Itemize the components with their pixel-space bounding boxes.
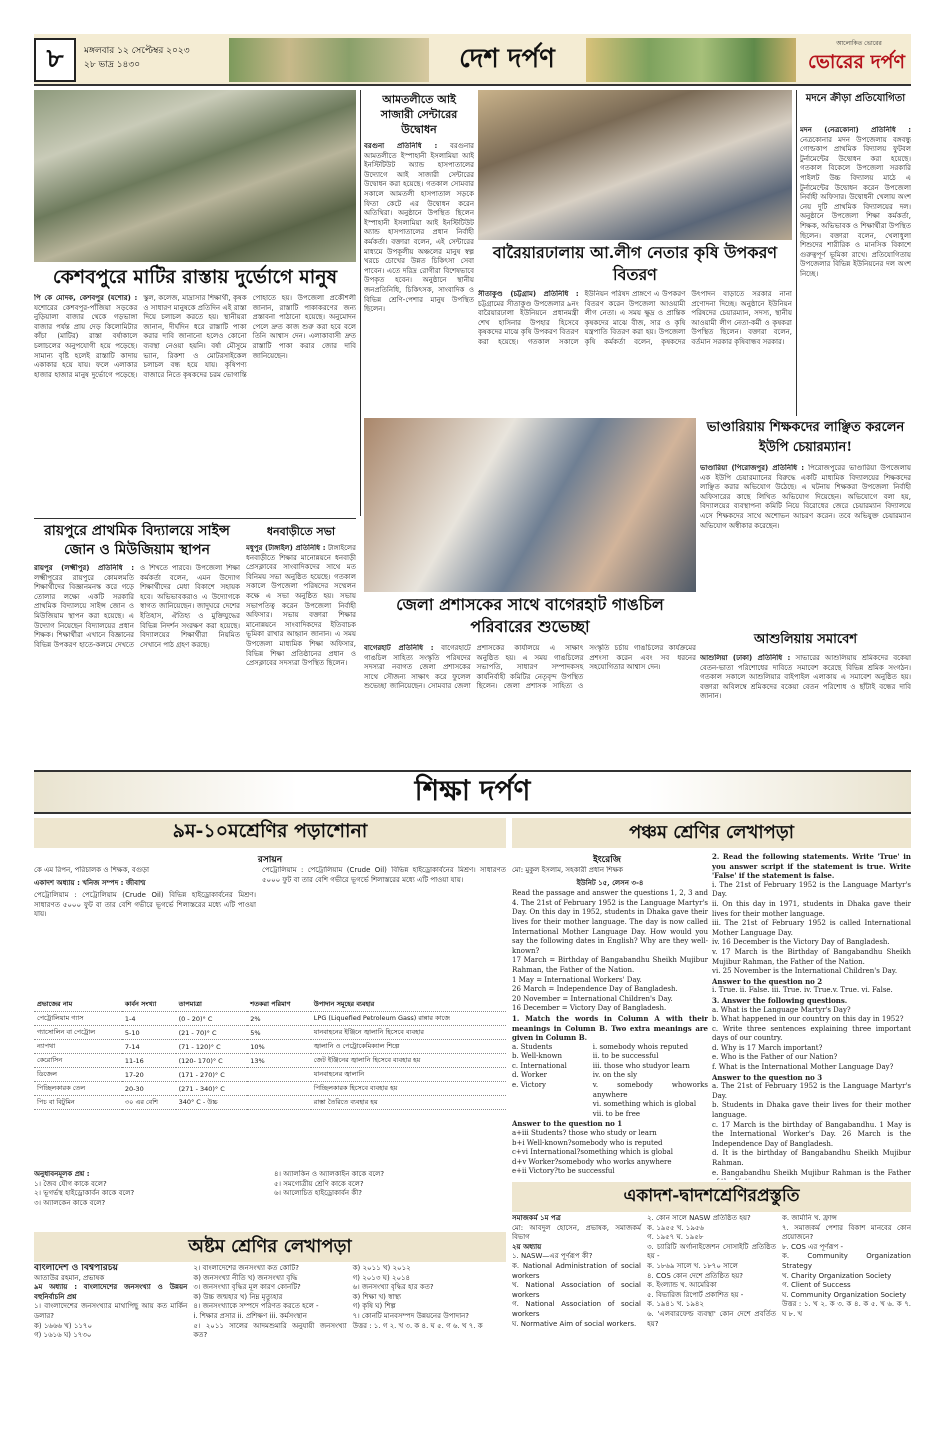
class8-chapter: ৯ম অধ্যায় : বাংলাদেশের জনসংখ্যা ও উন্নয়ন বহুনির্বাচনি প্রশ্ন [34, 1283, 188, 1301]
list-item: 17 March = Birthday of Bangabandhu Sheikh Mujibur Rahman, the Father of the Nation. [512, 956, 708, 974]
article-dhanbari [246, 544, 356, 766]
list-item: ৫। ২০১১ সালের আদমশুমারি অনুযায়ী জনসংখ্যা কত? [193, 1321, 347, 1340]
class11-content [512, 1214, 911, 1418]
body-football: নেত্রকোনার মদন উপজেলায় বঙ্গবন্ধু গোল্ডকাপ প্রাথমিক বিদ্যালয় ফুটবল টুর্নামেন্টের উদ্বোধন করা হয়েছে। গতকাল বিকেলে উপজেলা সরকারি পাইলট উচ্চ বিদ্যালয় মাঠে এ টুর্নামেন্টের উদ্বোধন করেন উপজেলা নির্বাহী অফিসার। উদ্বোধনী খেলায় অংশ নেয় দুটি প্রাথমিক বিদ্যালয়ের দল। অনুষ্ঠানে উপজেলা শিক্ষা কর্মকর্তা, শিক্ষক, অভিভাবক ও শিক্ষার্থীরা উপস্থিত ছিলেন। বক্তারা বলেন, খেলাধুলা শিশুদের শারীরিক ও মানসিক বিকাশে গুরুত্বপূর্ণ ভূমিকা রাখে। প্রতিযোগিতায় উপজেলার বিভিন্ন ইউনিয়নের দল অংশ নিচ্ছে। [800, 135, 911, 278]
headline-keshabpur: কেশবপুরে মাটির রাস্তায় দুর্ভোগে মানুষ [52, 266, 338, 288]
body-bhandaria: পিরোজপুরের ভাণ্ডারিয়া উপজেলায় এক ইউপি চেয়ারম্যানের বিরুদ্ধে একটি মাধ্যমিক বিদ্যালয়ের শিক্ষকদের লাঞ্ছিত করার অভিযোগ উঠেছে। এ ঘটনায় শিক্ষকরা উপজেলা নির্বাহী অফিসারের কাছে লিখিত অভিযোগ দিয়েছেন। অভিযোগে বলা হয়, বিদ্যালয়ের ব্যবস্থাপনা কমিটি নিয়ে বিরোধের জেরে চেয়ারম্যান বিদ্যালয়ে এসে শিক্ষকদের সাথে অশোভন আচরণ করেন। তবে অভিযুক্ত চেয়ারম্যান অভিযোগ অস্বীকার করেছেন। [700, 464, 911, 530]
answer-item: d. It is the birthday of Bangabandhu Sheikh Mujibur Rahman. [712, 1149, 911, 1167]
body-raipur: লক্ষ্মীপুরের রায়পুরে কোমলমতি শিক্ষার্থীদের বিজ্ঞানমনস্ক করে গড়ে তোলার লক্ষ্যে একটি সরকারি প্রাথমিক বিদ্যালয়ে সাইন্স জোন ও মিউজিয়াম স্থাপন করা হয়েছে। এ উদ্যোগ নিয়েছেন বিদ্যালয়ের প্রধান শিক্ষক। শিক্ষার্থীরা এখানে বিজ্ঞানের বিভিন্ন উপকরণ হাতে-কলমে দেখতে ও শিখতে পারবে। উপজেলা শিক্ষা কর্মকর্তা বলেন, এমন উদ্যোগ শিক্ষার্থীদের মেধা বিকাশে সহায়ক হবে। অভিভাবকরাও এ উদ্যোগকে স্বাগত জানিয়েছেন। জাদুঘরে দেশের ইতিহাস, ঐতিহ্য ও মুক্তিযুদ্ধের বিভিন্ন নিদর্শন সংরক্ষণ করা হয়েছে। বিদ্যালয়ের শিক্ষার্থীরা নিয়মিত সেখানে পাঠ গ্রহণ করছে। [34, 564, 240, 649]
table-cell: 17-20 [122, 1068, 176, 1082]
list-item: ৮. COS এর পূর্ণরূপ - [782, 1242, 844, 1251]
list-item: ৭। কোনটি মানবসম্পদ উন্নয়নের উপাদান? [352, 1311, 470, 1320]
petroleum-table [34, 998, 506, 1168]
class8-content [34, 1264, 506, 1418]
list-item: ২। বাংলাদেশের জনসংখ্যা কত কোটি? [193, 1264, 299, 1272]
list-item: v. 17 March is the Birthday of Bangabandhu Sheikh Mujibur Rahman, the Father of the Nation. [712, 947, 911, 966]
headline-awami: বারৈয়ারঢালায় আ.লীগ নেতার কৃষি উপকরণ বিতরণ [492, 243, 778, 284]
table-cell: গ্যাসোলিন বা পেট্রোল [34, 1026, 122, 1040]
column-a-item: e. Victory [512, 1081, 547, 1090]
class5-right [712, 852, 911, 1180]
class5-q1: 1. Match the words in Column A with their meanings in Column B. Two extra meanings are given in Column B. [512, 1013, 708, 1043]
list-item: ৪। জনসংখ্যাকে সম্পদে পরিণত করতে হলে - [193, 1302, 319, 1311]
table-cell: LPG (Liquefied Petroleum Gass) রান্নার কাজে [311, 1012, 506, 1026]
th-percent: শতকরা পরিমাণ [247, 998, 311, 1012]
article-bhandaria [700, 464, 911, 626]
table-cell: যানবাহনের ইঞ্জিনে জ্বালানি হিসেবে ব্যবহার [311, 1026, 506, 1040]
class5-q2-ans: i. True. ii. False. iii. True. iv. True.v. True. vi. False. [712, 986, 893, 995]
table-cell: (21 - 70)° C [176, 1026, 248, 1040]
article-football [800, 126, 911, 416]
column-b-item: iii. those who studyor learn [592, 1061, 690, 1070]
class9-questions [34, 1170, 506, 1230]
list-item: গ) কৃষি ঘ) শিল্প [352, 1302, 396, 1311]
table-row [34, 1040, 506, 1054]
byline-bhandaria: ভাণ্ডারিয়া (পিরোজপুর) প্রতিনিধি : [700, 464, 805, 472]
list-item: ক. ইংল্যান্ড খ. আমেরিকা [647, 1281, 717, 1290]
column-divider-right [796, 90, 797, 416]
list-item: ৩। অ্যালকেন কাকে বলে? [34, 1198, 106, 1207]
class5-author: মো: মুকুল ইসলাম, সহকারী প্রধান শিক্ষক [512, 866, 624, 874]
class5-title: পঞ্চম শ্রেণির লেখাপড়া [512, 818, 911, 848]
th-usage: উপাদান সমূহের ব্যবহার [311, 998, 506, 1012]
table-row [34, 1012, 506, 1026]
body-awami: চট্টগ্রামের সীতাকুণ্ড উপজেলার ৯নং বারৈয়ারঢালা ইউনিয়নে প্রধানমন্ত্রী শেখ হাসিনার উপহার হিসেবে কৃষকদের মাঝে কৃষি উপকরণ বিতরণ করা হয়েছে। গতকাল সকালে ইউনিয়ন পরিষদ প্রাঙ্গণে এ উপকরণ বিতরণ করেন উপজেলা আওয়ামী লীগ নেতা। এ সময় ক্ষুদ্র ও প্রান্তিক কৃষকদের মাঝে বীজ, সার ও কৃষি যন্ত্রপাতি বিতরণ করা হয়। উপজেলা কৃষি কর্মকর্তা বলেন, কৃষকদের উৎপাদন বাড়াতে সরকার নানা প্রণোদনা দিচ্ছে। অনুষ্ঠানে ইউনিয়ন পরিষদের চেয়ারম্যান, সদস্য, স্থানীয় আওয়ামী লীগ নেতা-কর্মী ও কৃষকরা উপস্থিত ছিলেন। বক্তারা বলেন, বর্তমান সরকার কৃষিবান্ধব সরকার। [478, 290, 792, 346]
answer-item: a. The 21st of February 1952 is the Language Martyr's Day. [712, 1082, 911, 1100]
brand-logo: ভোরের দর্পণ [808, 51, 905, 73]
table-cell: (271 - 340)° C [176, 1082, 248, 1096]
table-cell: পিচ্ছিলকারক তেল [34, 1082, 122, 1096]
list-item: vi. 25 November is the International Children's Day. [712, 967, 898, 976]
list-item: ক) ২০১১ খ) ২০১২ [352, 1264, 411, 1272]
column-a-item: c. International [512, 1061, 567, 1070]
headline-football: মদনে ক্রীড়া প্রতিযোগিতা [805, 93, 906, 104]
class5-left [512, 866, 708, 1180]
page-header [34, 34, 911, 86]
list-item: খ. National Association of social workers [512, 1281, 641, 1299]
table-cell [247, 1082, 311, 1096]
list-item: ২। ভূগর্ভস্থ হাইড্রোকার্বন কাকে বলে? [34, 1189, 135, 1198]
table-cell: ন্যাপথা [34, 1040, 122, 1054]
education-banner [34, 770, 911, 814]
body-keshabpur: যশোরের কেশবপুর-পাঁজিয়া সড়কের নুড়িয়ালা বাজার থেকে গড়ভাঙ্গা বাজার পর্যন্ত প্রায় দেড় কিলোমিটার কাঁচা (মাটির) রাস্তা বর্ষাকালে চলাচলের অনুপযোগী হয়ে পড়েছে। সামান্য বৃষ্টি হলেই রাস্তাটি কাদায় একাকার হয়ে যায়। ফলে এলাকার হাজার হাজার মানুষ দুর্ভোগে পড়েছে। স্কুল, কলেজ, মাদ্রাসার শিক্ষার্থী, কৃষক ও সাধারণ মানুষকে প্রতিদিন এই রাস্তা দিয়ে চলাচল করতে হয়। স্থানীয়রা জানান, দীর্ঘদিন ধরে রাস্তাটি পাকা করার দাবি জানানো হলেও কোনো ব্যবস্থা নেওয়া হয়নি। বর্ষা মৌসুমে ভ্যান, রিকশা ও মোটরসাইকেল চলাচল বন্ধ হয়ে যায়। কৃষিপণ্য বাজারে নিতে কৃষকদের চরম ভোগান্তি পোহাতে হয়। উপজেলা প্রকৌশলী জানান, রাস্তাটি পাকাকরণের জন্য প্রস্তাবনা পাঠানো হয়েছে। অনুমোদন পেলে দ্রুত কাজ শুরু করা হবে বলে তিনি আশ্বাস দেন। এলাকাবাসী দ্রুত রাস্তাটি পাকা করার জোর দাবি জানিয়েছেন। [34, 294, 356, 379]
body-ashulia: সাভারের আশুলিয়ায় শ্রমিকদের বকেয়া বেতন-ভাতা পরিশোধের দাবিতে সমাবেশ করেছে বিভিন্ন শ্রমিক সংগঠন। গতকাল সকালে আশুলিয়ার বাইপাইল এলাকায় এ সমাবেশ অনুষ্ঠিত হয়। বক্তারা অবিলম্বে শ্রমিকদের বকেয়া বেতন পরিশোধ ও ছাঁটাই বন্ধের দাবি জানান। [700, 654, 911, 701]
answer-item: a+iii Students? those who study or learn [512, 1129, 657, 1138]
list-item: ৪। অ্যালকিন ও অ্যালকাইন কাকে বলে? [274, 1170, 385, 1178]
table-cell: (0 - 20)° C [176, 1012, 248, 1026]
class9-intro-text: পেট্রোলিয়াম : পেট্রোলিয়াম (Crude Oil) বিভিন্ন হাইড্রোকার্বনের মিশ্রণ। সাধারণত ৫০০০ ফুট বা তার বেশি গভীরে ভূগর্ভে শিলাস্তরের মধ্যে এটি পাওয়া যায়। [34, 891, 256, 919]
class11-subject: সমাজকর্ম ১ম পত্র [512, 1214, 561, 1222]
table-cell: রাস্তা তৈরিতে ব্যবহার হয় [311, 1096, 506, 1110]
byline-dhanbari: মধুপুর (টাঙ্গাইল) প্রতিনিধি : [246, 544, 326, 552]
list-item: ৩. চ্যারিটি অর্গানাইজেশন সোসাইটি প্রতিষ্ঠিত হয় - [647, 1242, 776, 1261]
list-item: c. Write three sentences explaining three important days of our country. [712, 1024, 911, 1043]
byline-football: মদন (নেত্রকোনা) প্রতিনিধি : [800, 126, 911, 134]
class9-author: কে এম রিপন, পরিচালক ও শিক্ষক, বগুড়া [34, 866, 150, 874]
list-item: b. What happened in our country on this day in 1952? [712, 1015, 904, 1024]
table-cell: পিচ বা বিটুমিন [34, 1096, 122, 1110]
article-awami [478, 290, 792, 414]
column-b-item: v. somebody whoworks anywhere [592, 1081, 708, 1099]
list-item: উত্তর : ১. গ ২. খ ৩. ক ৪. ঘ ৫. গ ৬. খ ৭. ক [352, 1321, 483, 1330]
class8-title: অষ্টম শ্রেণির লেখাপড়া [34, 1232, 506, 1262]
article-bagerhat [364, 644, 696, 766]
class9-q-title: অনুধাবনমূলক প্রশ্ন : [34, 1170, 90, 1178]
table-cell: 5-10 [122, 1026, 176, 1040]
headline-raipur: রায়পুরে প্রাথমিক বিদ্যালয়ে সাইন্স জোন ও মিউজিয়াম স্থাপন [44, 523, 230, 558]
list-item: ক) শিক্ষা খ) স্বাস্থ্য [352, 1292, 402, 1301]
table-row [34, 1026, 506, 1040]
list-item: ক) ১৬৬৬ খ) ১১৭০ [34, 1321, 93, 1330]
table-row [34, 1068, 506, 1082]
answer-item: c+vi International?something which is global [512, 1148, 674, 1157]
list-item: ৪. COS কোন দেশে প্রতিষ্ঠিত হয়? [647, 1271, 743, 1280]
list-item: ৫। সমগোত্রীয় শ্রেণি কাকে বলে? [274, 1179, 364, 1188]
table-cell: ডিজেল [34, 1068, 122, 1082]
table-cell: জ্বালানি ও পেট্রোকেমিক্যাল শিল্পে [311, 1040, 506, 1054]
column-b-item: ii. to be successful [592, 1052, 659, 1061]
list-item: ১। বাংলাদেশের জনসংখ্যার মাথাপিছু আয় কত মার্কিন ডলার? [34, 1302, 188, 1320]
class5-subject: ইংরেজি [593, 855, 621, 865]
section-title: দেশ দর্পণ [459, 44, 555, 74]
page-number: ৮ [34, 38, 76, 82]
table-header-row [34, 998, 506, 1012]
column-a-item: b. Well-known [512, 1052, 563, 1061]
date-line-1: মঙ্গলবার ১২ সেপ্টেম্বর ২০২৩ [84, 46, 190, 56]
column-a-item: a. Students [512, 1042, 553, 1051]
class9-intro [34, 866, 256, 996]
headline-bhandaria: ভাণ্ডারিয়ায় শিক্ষকদের লাঞ্ছিত করলেন ইউপি চেয়ারম্যান! [706, 420, 905, 455]
table-cell: 20-30 [122, 1082, 176, 1096]
class5-q2-ans-title: Answer to the question no 2 [712, 976, 823, 986]
body-it-center: বরগুনার আমতলীতে ইস্পাহানী ইসলামিয়া আই ইনস্টিটিউট অ্যান্ড হাসপাতালের উদ্যোগে আই সাজারী সেন্টারের উদ্বোধন করা হয়েছে। গতকাল সোমবার সকালে আমতলী হাসপাতাল সড়কে ফিতা কেটে এর উদ্বোধন করেন অতিথিরা। অনুষ্ঠানে উপস্থিত ছিলেন ইস্পাহানী ইসলামিয়া আই ইনস্টিটিউট অ্যান্ড হাসপাতালের প্রধান নির্বাহী কর্মকর্তা। বক্তারা বলেন, এই সেন্টারের মাধ্যমে উপকূলীয় অঞ্চলের মানুষ স্বল্প খরচে চোখের উন্নত চিকিৎসা সেবা পাবেন। এতে দরিদ্র রোগীরা বিশেষভাবে উপকৃত হবেন। অনুষ্ঠানে স্থানীয় জনপ্রতিনিধি, চিকিৎসক, সাংবাদিক ও বিভিন্ন শ্রেণি-পেশার মানুষ উপস্থিত ছিলেন। [364, 142, 474, 314]
list-item: ক) উচ্চ জন্মহার খ) নিম্ন মৃত্যুহার [193, 1292, 283, 1301]
class9-chapter: একাদশ অধ্যায় : খনিজ সম্পদ : জীবাশ্ম [34, 878, 146, 887]
list-item: 20 November = International Children's Day. [512, 994, 673, 1003]
list-item: ৩। জনসংখ্যা বৃদ্ধির মূল কারণ কোনটি? [193, 1283, 301, 1292]
list-item: ৬. 'এলবারফেল্ড ব্যবস্থা' কোন দেশে প্রবর্তিত হয়? [647, 1309, 776, 1328]
article-ashulia [700, 654, 911, 766]
class5-q3: 3. Answer the following questions. [712, 995, 848, 1005]
date-line-2: ২৮ ভাদ্র ১৪৩০ [84, 60, 141, 70]
th-temp: তাপমাত্রা [176, 998, 248, 1012]
list-item: উত্তর : ১. খ ২. ক ৩. ক ৪. ক ৫. খ ৬. ক ৭. ঘ ৮. খ [782, 1300, 911, 1318]
list-item: ৭. সমাজকর্ম পেশার বিকাশ মানবের কোন প্রয়োজনে? [782, 1223, 911, 1242]
article-keshabpur [34, 294, 356, 516]
class8-subject: বাংলাদেশ ও বিশ্বপরিচয় [34, 1264, 118, 1273]
column-b-item: vi. something which is global [592, 1100, 697, 1109]
class5-unit: ইউনিট ১৫, লেসন ৩-৪ [576, 877, 644, 887]
table-cell: কেরোসিন [34, 1054, 122, 1068]
column-a-item: d. Worker [512, 1071, 547, 1080]
byline-bagerhat: বাগেরহাট প্রতিনিধি : [364, 644, 434, 652]
column-b-item: i. somebody whois reputed [592, 1042, 689, 1051]
brand-small: আলোকিত ভোরের [836, 40, 882, 47]
answer-item: c. 17 March is the birthday of Bangabandhu. 1 May is the International Worker's Day. 26 March is the Independence Day of Bangladesh. [712, 1120, 911, 1148]
byline-it-center: বরগুনা প্রতিনিধি : [364, 142, 438, 150]
list-item: ৫. বিভারিজ রিপোর্ট প্রকাশিত হয় - [647, 1290, 744, 1299]
list-item: a. What is the Language Martyr's Day? [712, 1005, 851, 1014]
th-carbon: কার্বন সংখ্যা [122, 998, 176, 1012]
list-item: 1 May = International Workers' Day. [512, 975, 642, 984]
list-item: গ) ২০১৩ ঘ) ২০১৪ [352, 1273, 411, 1282]
class5-answers-title: Answer to the question no 1 [512, 1119, 623, 1129]
list-item: ৬। জনসংখ্যা বৃদ্ধির হার কত? [352, 1283, 434, 1292]
byline-raipur: রায়পুর (লক্ষ্মীপুর) প্রতিনিধি : [34, 564, 134, 572]
class11-author: মো: আবদুল হোসেন, প্রভাষক, সমাজকর্ম বিভাগ [512, 1223, 641, 1242]
list-item: ক. National Administration of social workers [512, 1261, 641, 1280]
byline-ashulia: আশুলিয়া (ঢাকা) প্রতিনিধি : [700, 654, 791, 662]
list-item: ক. ১৯৫৫ খ. ১৯৫৬ [647, 1223, 704, 1232]
list-item: ঘ. Community Organization Society [782, 1290, 907, 1299]
table-cell: যানবাহনের জ্বালানি [311, 1068, 506, 1082]
article-raipur [34, 564, 240, 766]
list-item: ক) জনসংখ্যা নীতি খ) জনসংখ্যা বৃদ্ধি [193, 1273, 298, 1282]
table-cell: 340° C - উচ্চ [176, 1096, 248, 1110]
list-item: গ. Client of Success [782, 1281, 851, 1290]
byline-keshabpur: পি কে মোদক, কেশবপুর (যশোর) : [34, 294, 138, 302]
class8-author: আতাউর রহমান, প্রভাষক [34, 1273, 105, 1282]
headline-bagerhat: জেলা প্রশাসকের সাথে বাগেরহাট গাঙচিল পরিবারের শুভেচ্ছা [396, 595, 664, 636]
list-item: গ. ১৯৫৭ ঘ. ১৯৫৮ [647, 1233, 704, 1242]
body-bagerhat: বাগেরহাটে গাঙচিল সাহিত্য সংস্কৃতি পরিষদের সদস্যরা নবাগত জেলা প্রশাসকের সাথে সৌজন্য সাক্ষাৎ করে ফুলেল শুভেচ্ছা জানিয়েছেন। সোমবার জেলা প্রশাসকের কার্যালয়ে এ সাক্ষাৎ অনুষ্ঠিত হয়। এ সময় গাঙচিলের সভাপতি, সাধারণ সম্পাদকসহ কার্যনির্বাহী কমিটির নেতৃবৃন্দ উপস্থিত ছিলেন। জেলা প্রশাসক সাহিত্য ও সংস্কৃতি চর্চায় গাঙচিলের কার্যক্রমের প্রশংসা করেন এবং সব ধরনের সহযোগিতার আশ্বাস দেন। [364, 644, 696, 691]
table-cell: ৩০ এর বেশি [122, 1096, 176, 1110]
class5-passage: Read the passage and answer the questions 1, 2, 3 and 4. The 21st of February 1952 is the Language Martyr's Day. On this day in 1952, students in Dhaka gave their lives for their mother language. The day is now called International Mother Language Day. How would you say the following dates in English? Why are they well-known? [512, 889, 708, 955]
list-item: e. Who is the Father of our Nation? [712, 1053, 838, 1062]
headline-ashulia: আশুলিয়ায় সমাবেশ [753, 632, 858, 647]
education-banner-title: শিক্ষা দর্পণ [414, 773, 531, 807]
column-b-item: vii. to be free [592, 1109, 641, 1118]
list-item: d. Why is 17 March important? [712, 1043, 823, 1052]
list-item: ১। জৈব যৌগ কাকে বলে? [34, 1179, 107, 1188]
divider [34, 518, 356, 519]
table-row [34, 1054, 506, 1068]
headline-it-center: আমতলীতে আই সাজারী সেন্টারের উদ্বোধন [380, 93, 458, 136]
photo-mud-road [34, 90, 356, 262]
list-item: গ) ১৬১৬ ঘ) ১৭৩০ [34, 1331, 92, 1340]
class11-title: একাদশ-দ্বাদশশ্রেণিরপ্রস্তুতি [512, 1182, 911, 1212]
headline-dhanbari: ধনবাড়ীতে সভা [266, 525, 336, 538]
list-item: 26 March = Independence Day of Bangladesh. [512, 985, 678, 994]
list-item: iii. The 21st of February 1952 is called International Mother Language Day. [712, 919, 911, 937]
table-cell: 2% [247, 1012, 311, 1026]
class5-q2: 2. Read the following statements. Write 'True' in you answer script if the statement is true. Write 'False' if the statement is false. [712, 852, 911, 881]
list-item: ii. On this day in 1971, students in Dhaka gave their lives for their mother language. [712, 899, 911, 918]
list-item: ক. জার্মানি খ. ফ্রান্স [782, 1214, 837, 1222]
header-image-right [586, 38, 796, 82]
column-b-item: iv. on the sly [592, 1071, 638, 1080]
table-cell: পেট্রোলিয়াম গ্যাস [34, 1012, 122, 1026]
body-dhanbari: টাঙ্গাইলের ধনবাড়ীতে শিক্ষার মানোন্নয়নে ধনবাড়ী প্রেসক্লাবের সাংবাদিকদের সাথে মত বিনিময় সভা অনুষ্ঠিত হয়েছে। গতকাল সকালে উপজেলা পরিষদের সম্মেলন কক্ষে এ সভা অনুষ্ঠিত হয়। সভায় সভাপতিত্ব করেন উপজেলা নির্বাহী অফিসার। সভায় বক্তারা শিক্ষার মানোন্নয়নে সাংবাদিকদের ইতিবাচক ভূমিকা রাখার আহ্বান জানান। এ সময় উপজেলা মাধ্যমিক শিক্ষা অফিসার, বিভিন্ন শিক্ষা প্রতিষ্ঠানের প্রধান ও প্রেসক্লাবের সদস্যরা উপস্থিত ছিলেন। [246, 544, 356, 668]
column-divider [360, 90, 361, 516]
table-row [34, 1096, 506, 1110]
table-cell: 13% [247, 1054, 311, 1068]
answer-item: b+i Well-known?somebody who is reputed [512, 1138, 663, 1147]
list-item: ক. Community Organization Strategy [782, 1252, 911, 1270]
list-item: i. The 21st of February 1952 is the Language Martyr's Day. [712, 880, 911, 899]
list-item: iv. 16 December is the Victory Day of Bangladesh. [712, 938, 890, 947]
list-item: ঘ. Normative Aim of social workers. [512, 1319, 637, 1328]
table-cell: 5% [247, 1026, 311, 1040]
table-cell: (120- 170)° C [176, 1054, 248, 1068]
answer-item: e. Bangabandhu Sheikh Mujibur Rahman is the Father [712, 1168, 911, 1177]
answer-item: b. Students in Dhaka gave their lives for their mother language. [712, 1101, 911, 1120]
list-item: খ. Charity Organization Society [782, 1271, 892, 1280]
answer-item: e+ii Victory?to be successful [512, 1167, 615, 1176]
list-item: ক. ১৯৪১ খ. ১৯৪২ [647, 1300, 704, 1309]
class9-subject: রসায়ন [257, 855, 283, 865]
header-image-left [229, 38, 429, 82]
table-cell: পিচ্ছিলকারক হিসেবে ব্যবহার হয় [311, 1082, 506, 1096]
class9-intro-text-2: পেট্রোলিয়াম : পেট্রোলিয়াম (Crude Oil) বিভিন্ন হাইড্রোকার্বনের মিশ্রণ। সাধারণত ৫০০০ ফুট বা তার বেশি গভীরে ভূগর্ভে শিলাস্তরের মধ্যে এটি পাওয়া যায়। [262, 866, 506, 884]
th-fraction: প্রভাজের নাম [34, 998, 122, 1012]
list-item: ২. কোন সালে NASW প্রতিষ্ঠিত হয়? [647, 1214, 751, 1222]
table-row [34, 1082, 506, 1096]
table-cell: 10% [247, 1040, 311, 1054]
list-item: 16 December = Victory Day of Bangladesh. [512, 1004, 667, 1013]
table-cell [247, 1068, 311, 1082]
list-item: গ. National Association of social workers [512, 1300, 641, 1318]
answer-item: d+v Worker?somebody who works anywhere [512, 1157, 672, 1166]
photo-agri-distribution [478, 90, 792, 240]
byline-awami: সীতাকুণ্ড (চট্টগ্রাম) প্রতিনিধি : [478, 290, 579, 298]
photo-bagerhat [364, 418, 696, 592]
table-cell [247, 1096, 311, 1110]
class9-note [262, 866, 506, 996]
class11-chapter: ২য় অধ্যায় [512, 1242, 542, 1251]
list-item: ১. NASW—এর পূর্ণরূপ কী? [512, 1252, 593, 1261]
list-item: ক. ১৮৬৯ সালে খ. ১৮৭০ সালে [647, 1261, 738, 1270]
table-cell: জেট ইঞ্জিনের জ্বালানি হিসেবে ব্যবহার হয় [311, 1054, 506, 1068]
table-cell: 7-14 [122, 1040, 176, 1054]
issue-date [84, 44, 244, 72]
class5-q3-ans-title: Answer to the question no 3 [712, 1072, 823, 1082]
list-item: ৬। আলোচিত হাইড্রোকার্বন কী? [274, 1189, 362, 1198]
class9-title: ৯ম-১০মশ্রেণির পড়াশোনা [34, 818, 506, 848]
table-cell: (71 - 120)° C [176, 1040, 248, 1054]
table-cell: (171 - 270)° C [176, 1068, 248, 1082]
table-cell: 11-16 [122, 1054, 176, 1068]
list-item: i. শিক্ষার প্রসার ii. প্রশিক্ষণ iii. কর্মসংস্থান [193, 1311, 307, 1320]
list-item: f. What is the International Mother Language Day? [712, 1063, 894, 1072]
table-cell: 1-4 [122, 1012, 176, 1026]
